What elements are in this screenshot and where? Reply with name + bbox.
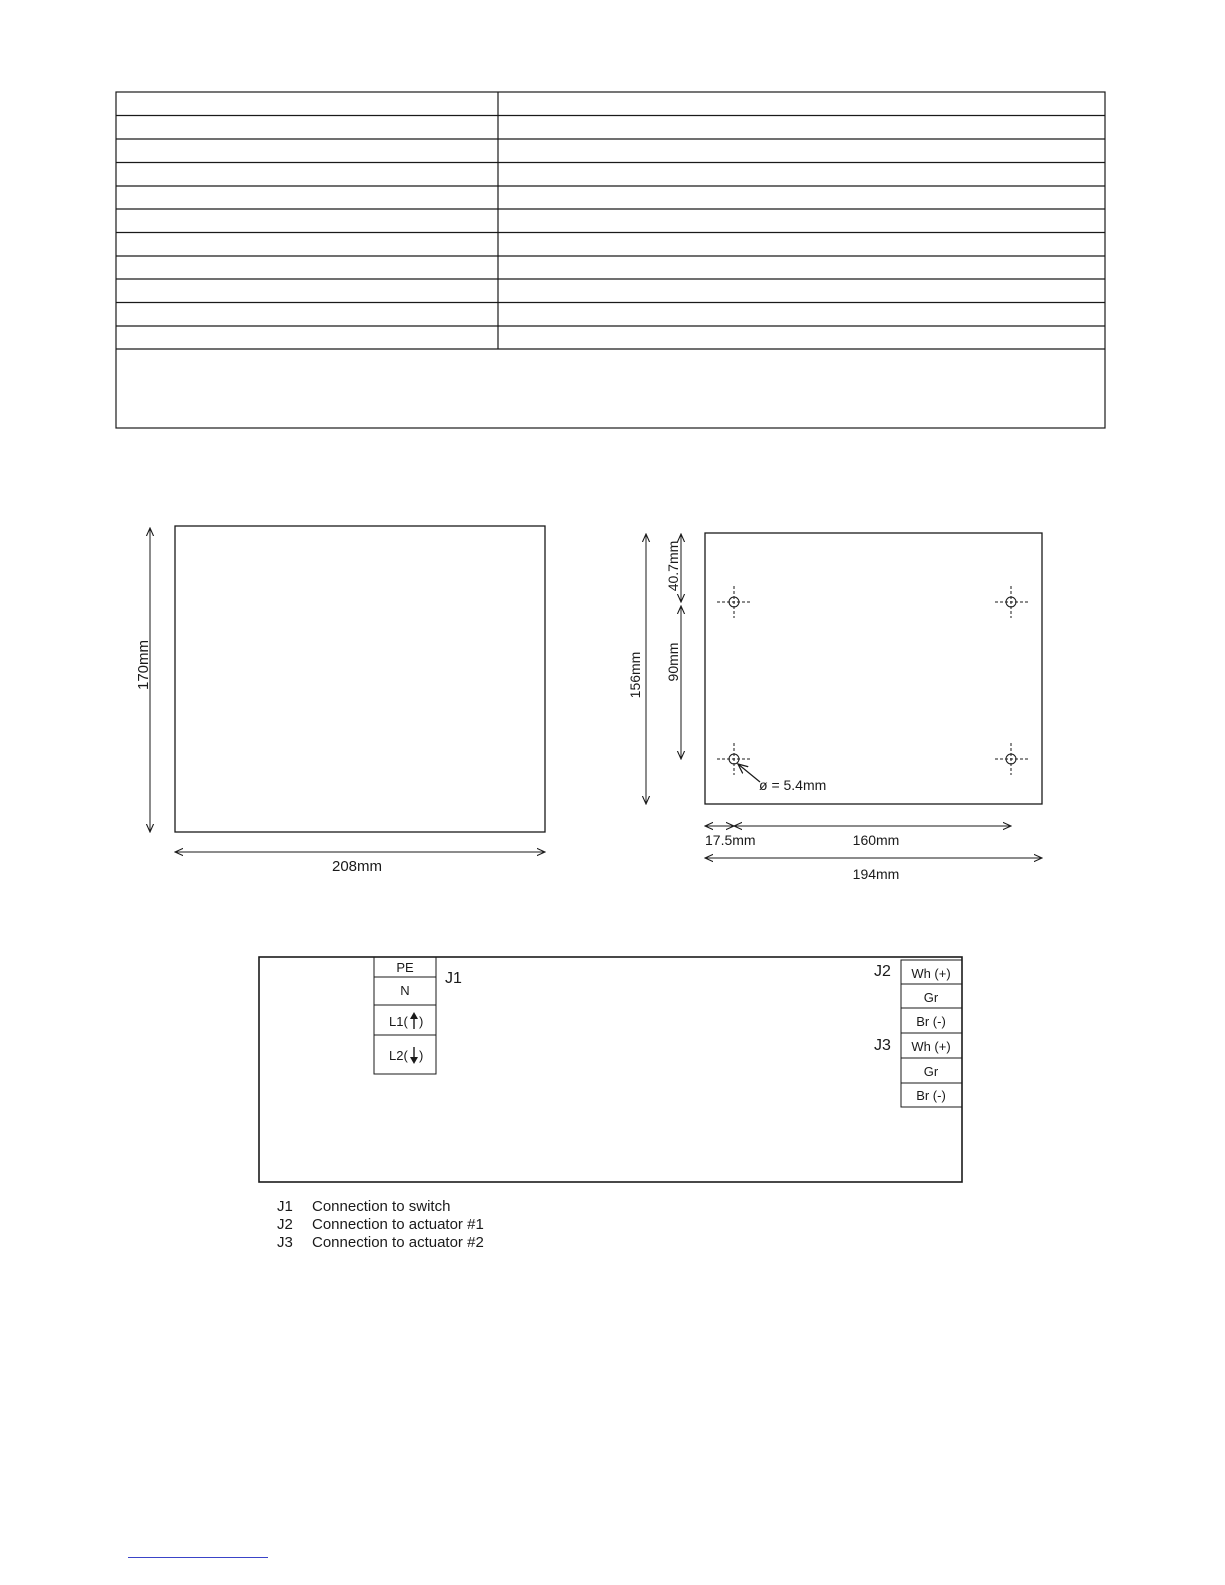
j3-label: J3 bbox=[874, 1037, 891, 1054]
spec-table-border bbox=[116, 92, 1105, 428]
housing-outline bbox=[175, 526, 545, 832]
arrow-down-icon bbox=[410, 1047, 418, 1064]
j1-terminal-l1: L1( bbox=[389, 1014, 408, 1029]
j1-terminal-l1-close: ) bbox=[419, 1014, 424, 1029]
j3-terminal-gr: Gr bbox=[923, 1064, 939, 1079]
spec-table bbox=[116, 92, 1105, 428]
mounting-hole bbox=[995, 586, 1029, 618]
footer-link-underline[interactable] bbox=[128, 1557, 268, 1558]
j1-terminal-l2-close: ) bbox=[419, 1048, 424, 1063]
legend-text: Connection to actuator #1 bbox=[312, 1216, 484, 1233]
hole-spacing-v-label: 90mm bbox=[665, 642, 681, 682]
housing-drawing bbox=[135, 526, 545, 875]
plate-height-label: 156mm bbox=[627, 651, 643, 699]
j1-label: J1 bbox=[445, 970, 462, 987]
mounting-plate-outline bbox=[705, 533, 1042, 804]
hole-diameter-label: ø = 5.4mm bbox=[759, 777, 827, 793]
legend-code: J2 bbox=[277, 1216, 293, 1233]
hole-spacing-h-label: 160mm bbox=[852, 832, 900, 848]
terminal-diagram bbox=[259, 957, 962, 1182]
plate-width-label: 194mm bbox=[852, 866, 900, 882]
top-offset-label: 40.7mm bbox=[665, 540, 681, 592]
legend-code: J1 bbox=[277, 1198, 293, 1215]
legend-text: Connection to switch bbox=[312, 1198, 451, 1215]
housing-width-label: 208mm bbox=[331, 858, 383, 875]
j2-terminal-gr: Gr bbox=[923, 990, 939, 1005]
connector-legend bbox=[277, 1198, 484, 1252]
j1-terminal-l2: L2( bbox=[389, 1048, 408, 1063]
legend-item bbox=[277, 1234, 484, 1252]
left-offset-label: 17.5mm bbox=[705, 832, 756, 848]
mounting-hole bbox=[717, 586, 751, 618]
legend-item bbox=[277, 1198, 484, 1216]
j1-terminal-n: N bbox=[400, 983, 410, 998]
pcb-outline bbox=[259, 957, 962, 1182]
mounting-hole bbox=[995, 743, 1029, 775]
j3-terminal-wh: Wh (+) bbox=[911, 1039, 951, 1054]
j1-terminal-pe: PE bbox=[396, 960, 414, 975]
j3-terminal-br: Br (-) bbox=[916, 1088, 946, 1103]
j2-terminal-br: Br (-) bbox=[916, 1014, 946, 1029]
hole-diameter-leader bbox=[738, 764, 760, 782]
arrow-up-icon bbox=[410, 1012, 418, 1029]
mounting-drawing bbox=[627, 533, 1042, 882]
j2-j3-terminal-block bbox=[901, 960, 962, 1107]
housing-height-label: 170mm bbox=[135, 639, 152, 691]
legend-item bbox=[277, 1216, 484, 1234]
legend-code: J3 bbox=[277, 1234, 293, 1251]
j2-terminal-wh: Wh (+) bbox=[911, 966, 951, 981]
legend-text: Connection to actuator #2 bbox=[312, 1234, 484, 1251]
j2-label: J2 bbox=[874, 963, 891, 980]
